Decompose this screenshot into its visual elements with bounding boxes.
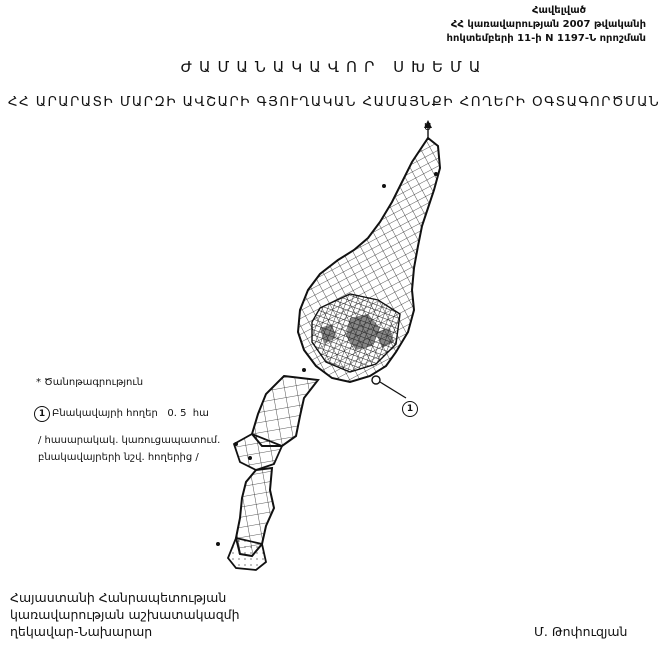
signatory-title-line-2: կառավարության աշխատակազմի <box>10 607 240 622</box>
legend-item-text: Բնակավայրի հողեր 0. 5 հա <box>52 408 209 419</box>
territory-lower <box>228 468 274 570</box>
legend <box>34 376 220 466</box>
territory-middle <box>234 376 318 470</box>
map-callout <box>402 396 420 417</box>
signatory-title-line-1: Հայաստանի Հանրապետության <box>10 590 227 605</box>
legend-note-line-2: բնակավայրերի նշվ. հողերից / <box>38 452 199 463</box>
annex-header <box>447 4 646 46</box>
signatory-title <box>10 589 240 640</box>
legend-note <box>38 432 220 466</box>
annex-label: Հավելված <box>531 5 586 16</box>
north-label: Ս <box>424 122 432 133</box>
legend-item <box>34 406 220 422</box>
page-title: ԺԱՄԱՆԱԿԱՎՈՐ ՍԽԵՄԱ <box>180 58 488 76</box>
legend-note-line-1: / հասարակակ. կառուցապատում. <box>38 435 221 446</box>
signatory-title-line-3: ղեկավար-Նախարար <box>10 624 153 639</box>
signatory-name: Մ. Թոփուզյան <box>534 624 628 639</box>
territory-upper <box>298 138 440 382</box>
settlement-marker <box>372 376 406 398</box>
callout-number: 1 <box>402 401 418 417</box>
annex-line-1: ՀՀ կառավարության 2007 թվականի <box>450 19 646 30</box>
land-use-map <box>200 118 460 578</box>
annex-line-2: հոկտեմբերի 11-ի N 1197-Ն որոշման <box>446 33 646 44</box>
legend-title: * Ծանոթագրություն <box>36 377 144 388</box>
page-subtitle: ՀՀ ԱՐԱՐԱՏԻ ՄԱՐԶԻ ԱՎՇԱՐԻ ԳՅՈՒՂԱԿԱՆ ՀԱՄԱՅՆՔԻ ՀՈՂԵՐԻ ՕԳՏԱԳՈՐԾՄԱՆ <box>7 94 661 110</box>
legend-item-number: 1 <box>34 406 50 422</box>
